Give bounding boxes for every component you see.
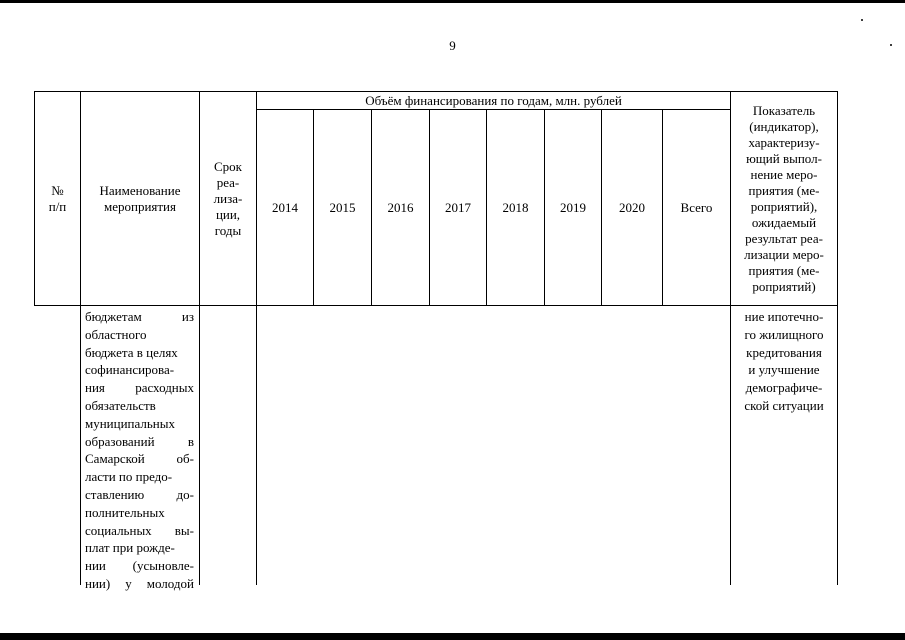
header-indicator-line: приятия (ме- [748, 182, 820, 198]
header-year-2020: 2020 [619, 199, 645, 215]
row-name-line: ласти по предо- [85, 469, 173, 485]
row-indicator-line: и улучшение [748, 362, 820, 378]
header-num [35, 92, 80, 305]
header-indicator-line: приятия (ме- [748, 262, 820, 278]
row-name-line: бюджетам из [85, 309, 194, 324]
row-name-line: Самарской об- [85, 451, 194, 467]
scan-border-bottom [0, 633, 905, 640]
header-indicator-line: ющий выпол- [746, 150, 822, 166]
row-indicator-cell [731, 308, 837, 415]
row-name-cell [85, 308, 194, 593]
row-name-line: обязательств [85, 397, 156, 413]
header-year-2017: 2017 [445, 199, 471, 215]
row-name-line: софинансирова- [85, 362, 175, 378]
scan-speck [861, 19, 863, 21]
row-name-line: нии (усыновле- [85, 558, 194, 574]
row-name-line: муниципальных [85, 415, 176, 431]
row-indicator-line: ской ситуации [744, 397, 824, 413]
row-name-line: образований в [85, 433, 194, 449]
header-indicator [731, 92, 837, 305]
header-name [81, 92, 199, 305]
header-term [200, 92, 256, 305]
row-name-line: плат при рожде- [85, 540, 175, 556]
header-total: Всего [680, 199, 713, 215]
row-name-line: полнительных [85, 504, 165, 520]
header-indicator-line: Показатель [752, 102, 816, 118]
header-num-line: № [51, 182, 64, 198]
row-indicator-line: кредитования [746, 344, 822, 360]
header-name-line: мероприятия [103, 198, 176, 214]
header-year-2014: 2014 [272, 199, 298, 215]
header-term-line: Срок [214, 158, 242, 174]
header-indicator-line: характеризу- [748, 134, 820, 150]
row-indicator-line: ние ипотечно- [744, 309, 824, 324]
row-indicator-line: демографиче- [745, 380, 823, 396]
header-indicator-line: роприятий), [750, 198, 818, 214]
row-name-line: ния расходных [85, 380, 194, 396]
header-year-2015: 2015 [329, 199, 356, 215]
row-name-line: бюджета в целях [85, 344, 178, 360]
header-year-2016: 2016 [387, 199, 414, 215]
header-term-line: годы [214, 222, 242, 238]
header-financing: Объём финансирования по годам, млн. рублей [365, 92, 622, 108]
header-year-2019: 2019 [560, 199, 586, 215]
header-name-line: Наименование [99, 182, 181, 198]
page-number: 9 [449, 38, 456, 53]
header-num-line: п/п [48, 198, 67, 214]
row-indicator-line: го жилищного [744, 326, 824, 342]
header-term-line: реа- [216, 174, 240, 190]
scan-border-top [0, 0, 905, 3]
row-name-line: областного [85, 326, 147, 342]
header-indicator-line: лизации меро- [744, 246, 824, 262]
row-name-line: ставлению до- [85, 486, 194, 502]
row-name-line: нии) у молодой [85, 575, 194, 591]
header-year-2018: 2018 [502, 199, 529, 215]
header-indicator-line: ожидаемый [751, 214, 817, 230]
header-indicator-line: роприятий) [752, 278, 816, 294]
header-term-line: ции, [215, 206, 241, 222]
row-name-line: социальных вы- [85, 522, 194, 538]
header-indicator-line: (индикатор), [749, 118, 819, 134]
header-indicator-line: нение меро- [750, 166, 818, 182]
header-term-line: лиза- [213, 190, 243, 206]
header-indicator-line: результат реа- [745, 230, 823, 246]
